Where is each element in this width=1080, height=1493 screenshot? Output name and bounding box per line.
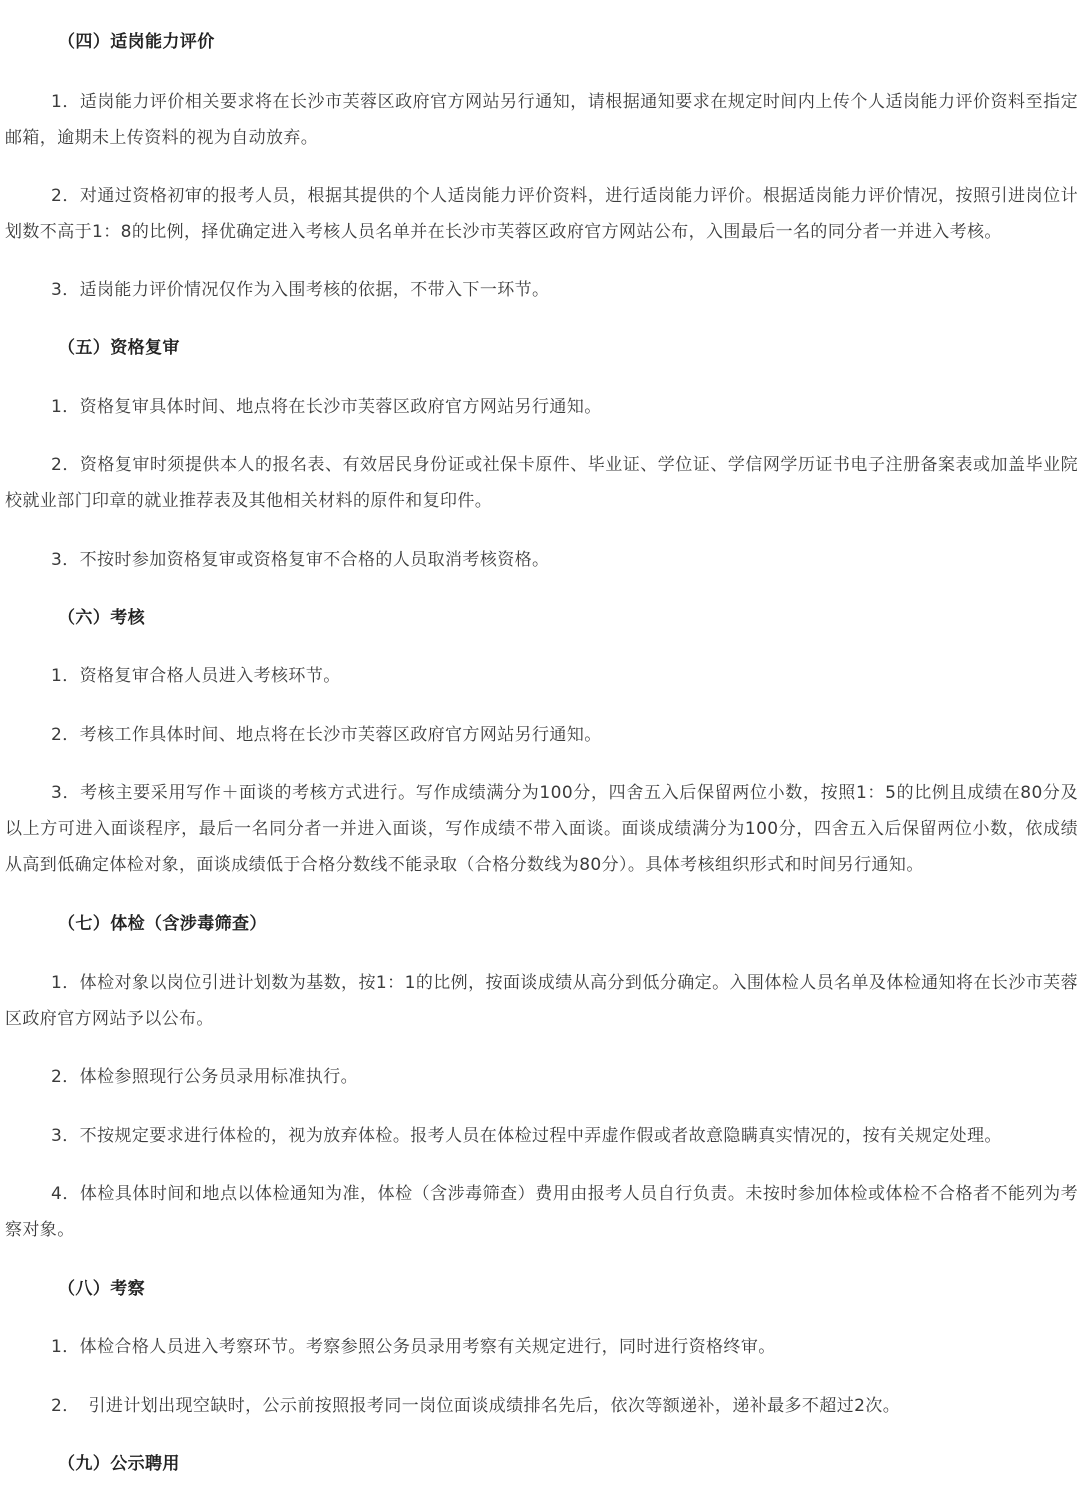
paragraph-7-3: 3．不按规定要求进行体检的，视为放弃体检。报考人员在体检过程中弄虚作假或者故意隐瞒真实情况的，按有关规定处理。 xyxy=(51,1126,1002,1146)
paragraph-8-2: 2． 引进计划出现空缺时，公示前按照报考同一岗位面谈成绩排名先后，依次等额递补，递补最多不超过2次。 xyxy=(51,1396,901,1416)
paragraph-4-1: 1．适岗能力评价相关要求将在长沙市芙蓉区政府官方网站另行通知，请根据通知要求在规定时间内上传个人适岗能力评价资料至指定邮箱，逾期未上传资料的视为自动放弃。 xyxy=(5,92,1078,148)
section-heading-5: （五）资格复审 xyxy=(58,338,180,358)
paragraph-7-1: 1．体检对象以岗位引进计划数为基数，按1：1的比例，按面谈成绩从高分到低分确定。入围体检人员名单及体检通知将在长沙市芙蓉区政府官方网站予以公布。 xyxy=(5,973,1078,1029)
paragraph-4-3: 3．适岗能力评价情况仅作为入围考核的依据，不带入下一环节。 xyxy=(51,280,550,300)
paragraph-6-3: 3．考核主要采用写作＋面谈的考核方式进行。写作成绩满分为100分，四舍五入后保留两位小数，按照1：5的比例且成绩在80分及以上方可进入面谈程序，最后一名同分者一并进入面谈，写作成绩不带入面谈。面谈成绩满分为100分，四舍五入后保留两位小数，依成绩从高到低确定体检对象，面谈成绩低于合格分数线不能录取（合格分数线为80分）。具体考核组织形式和时间另行通知。 xyxy=(5,783,1078,875)
paragraph-7-4: 4．体检具体时间和地点以体检通知为准，体检（含涉毒筛查）费用由报考人员自行负责。未按时参加体检或体检不合格者不能列为考察对象。 xyxy=(5,1184,1078,1240)
paragraph-7-2: 2．体检参照现行公务员录用标准执行。 xyxy=(51,1067,359,1087)
section-heading-8: （八）考察 xyxy=(58,1279,145,1299)
paragraph-6-1: 1．资格复审合格人员进入考核环节。 xyxy=(51,666,341,686)
section-heading-7: （七）体检（含涉毒筛查） xyxy=(58,914,267,934)
section-heading-4: （四）适岗能力评价 xyxy=(58,32,215,52)
paragraph-4-2: 2．对通过资格初审的报考人员，根据其提供的个人适岗能力评价资料，进行适岗能力评价。根据适岗能力评价情况，按照引进岗位计划数不高于1：8的比例，择优确定进入考核人员名单并在长沙市芙蓉区政府官方网站公布，入围最后一名的同分者一并进入考核。 xyxy=(5,186,1078,242)
paragraph-8-1: 1．体检合格人员进入考察环节。考察参照公务员录用考察有关规定进行，同时进行资格终审。 xyxy=(51,1337,776,1357)
section-heading-9: （九）公示聘用 xyxy=(58,1454,180,1474)
paragraph-6-2: 2．考核工作具体时间、地点将在长沙市芙蓉区政府官方网站另行通知。 xyxy=(51,725,602,745)
paragraph-5-2: 2．资格复审时须提供本人的报名表、有效居民身份证或社保卡原件、毕业证、学位证、学信网学历证书电子注册备案表或加盖毕业院校就业部门印章的就业推荐表及其他相关材料的原件和复印件。 xyxy=(5,455,1078,511)
section-heading-6: （六）考核 xyxy=(58,608,145,628)
paragraph-5-3: 3．不按时参加资格复审或资格复审不合格的人员取消考核资格。 xyxy=(51,550,550,570)
paragraph-5-1: 1．资格复审具体时间、地点将在长沙市芙蓉区政府官方网站另行通知。 xyxy=(51,397,602,417)
